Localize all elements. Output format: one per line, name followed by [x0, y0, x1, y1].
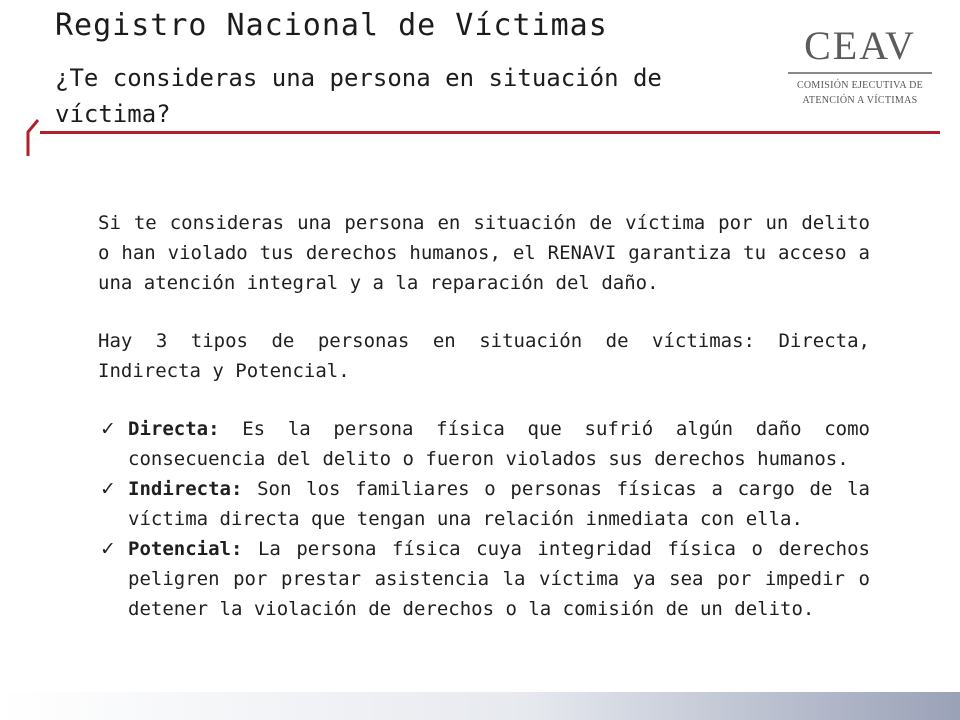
list-item-potencial [98, 534, 870, 624]
logo-wordmark: CEAV [804, 23, 916, 68]
page-title: Registro Nacional de Víctimas [55, 8, 608, 43]
list-item-directa [98, 414, 870, 474]
page-subtitle: ¿Te consideras una persona en situación de víctima? [55, 64, 662, 128]
logo-rule [788, 72, 932, 74]
type-term: Indirecta: [128, 478, 243, 500]
check-icon: ✓ [100, 478, 116, 500]
type-description: Son los familiares o personas físicas a cargo de la víctima directa que tengan una relación inmediata con ella. [128, 478, 870, 530]
body-content [98, 208, 870, 624]
logo-line-1: COMISIÓN EJECUTIVA DE [796, 80, 924, 91]
types-paragraph: Hay 3 tipos de personas en situación de víctimas: Directa, Indirecta y Potencial. [98, 330, 870, 382]
check-icon: ✓ [100, 538, 116, 560]
intro-paragraph: Si te consideras una persona en situación de víctima por un delito o han violado tus derechos humanos, el RENAVI garantiza tu acceso a una atención integral y a la reparación del daño. [98, 212, 870, 294]
victim-types-list [98, 414, 870, 624]
type-description: Es la persona física que sufrió algún daño como consecuencia del delito o fueron violados sus derechos humanos. [128, 418, 870, 470]
type-term: Potencial: [128, 538, 243, 560]
ceav-logo [780, 24, 940, 114]
accent-hook-shape [22, 118, 42, 158]
header-divider [40, 131, 940, 134]
footer-gradient-band [0, 692, 960, 720]
type-term: Directa: [128, 418, 220, 440]
type-description: La persona física cuya integridad física o derechos peligren por prestar asistencia la víctima ya sea por impedir o detener la violación de derechos o la comisión de un delito. [128, 538, 870, 620]
list-item-indirecta [98, 474, 870, 534]
check-icon: ✓ [100, 418, 116, 440]
logo-line-2: ATENCIÓN A VÍCTIMAS [802, 95, 918, 106]
